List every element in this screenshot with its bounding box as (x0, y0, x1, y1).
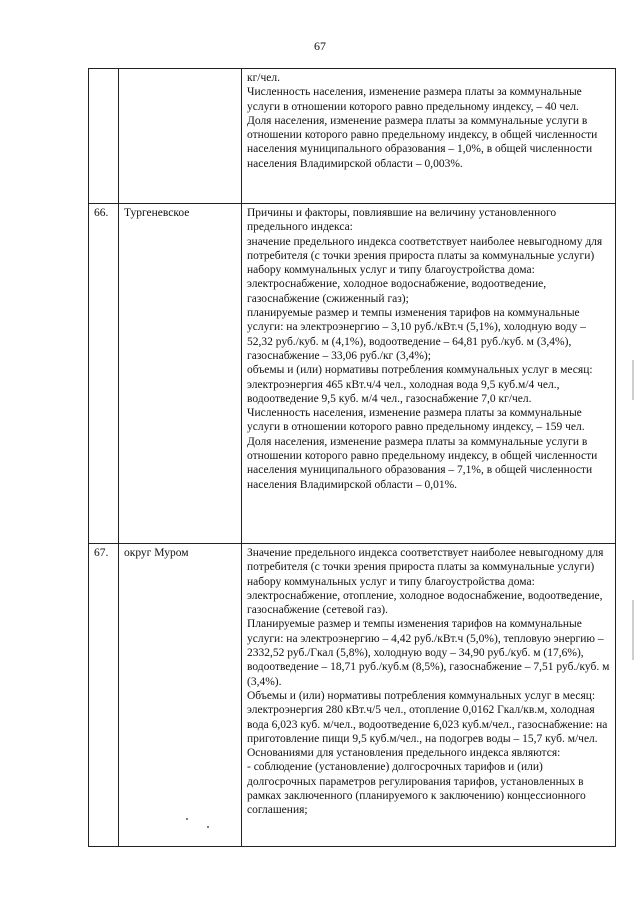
scan-margin-mark (632, 600, 634, 660)
paragraph: Основаниями для установления предельного индекса являются: (247, 747, 561, 760)
description-cell (242, 544, 616, 847)
paragraph: значение предельного индекса соответствует наиболее невыгодному для потребителя (с точки зрения прироста платы за коммунальные услуги) набору коммунальных услуг и типу благоустройства дома: электроснабжение, холодное водоснабжение, водоотведение, газоснабжение (сжиженный газ); (247, 235, 603, 305)
description-cell (242, 69, 616, 204)
row-number-cell: 67. (89, 544, 119, 847)
municipality-name-cell: округ Муром (119, 544, 242, 847)
municipal-index-table (88, 68, 616, 847)
municipality-name-cell: Тургеневское (119, 204, 242, 544)
paragraph: Объемы и (или) нормативы потребления коммунальных услуг в месяц: электроэнергия 280 кВт.ч/5 чел., отопление 0,0162 Гкал/кв.м, холодная вода 6,023 куб. м/чел., водоотведение 6,023 куб.м/чел., газоснабжение: на приготовление пищи 9,5 куб.м/чел., на подогрев воды – 15,7 куб. м/чел. (247, 689, 608, 745)
paragraph: Планируемые размер и темпы изменения тарифов на коммунальные услуги: на электроэнергию – 4,42 руб./кВт.ч (5,0%), тепловую энергию – 2332,52 руб./Гкал (5,8%), холодную воду – 34,90 руб./куб. м (17,6%), водоотведение – 18,71 руб./куб.м (8,5%), газоснабжение – 7,51 руб./куб. м (3,4%). (247, 618, 610, 688)
paragraph: Доля населения, изменение размера платы за коммунальные услуги в отношении которого равно предельному индексу, в общей численности населения муниципального образования – 7,1%, в общей численности населения Владимирской области – 0,01%. (247, 435, 598, 491)
scan-margin-mark (632, 360, 634, 400)
paragraph: Численность населения, изменение размера платы за коммунальные услуги в отношении которого равно предельному индексу, – 159 чел. (247, 407, 585, 434)
paragraph: Доля населения, изменение размера платы за коммунальные услуги в отношении которого равно предельному индексу, в общей численности населения муниципального образования – 1,0%, в общей численности населения Владимирской области – 0,003%. (247, 114, 598, 170)
description-cell (242, 204, 616, 544)
paragraph: Значение предельного индекса соответствует наиболее невыгодному для потребителя (с точки зрения прироста платы за коммунальные услуги) набору коммунальных услуг и типу благоустройства дома: электроснабжение, отопление, холодное водоснабжение, водоотведение, газоснабжение (сетевой газ). (247, 547, 604, 617)
page-number: 67 (314, 39, 326, 53)
paragraph: Численность населения, изменение размера платы за коммунальные услуги в отношении которого равно предельному индексу, – 40 чел. (247, 86, 582, 113)
table-row (89, 69, 616, 204)
scan-speck (207, 826, 209, 828)
row-number-cell: 66. (89, 204, 119, 544)
paragraph: объемы и (или) нормативы потребления коммунальных услуг в месяц: электроэнергия 465 кВт.ч/4 чел., холодная вода 9,5 куб.м/4 чел., водоотведение 9,5 куб. м/4 чел., газоснабжение 7,0 кг/чел. (247, 364, 593, 405)
row-number-cell (89, 69, 119, 204)
paragraph: - соблюдение (установление) долгосрочных тарифов и (или) долгосрочных параметров регулирования тарифов, установленных в рамках заключенного (планируемого к заключению) концессионного соглашения; (247, 761, 586, 817)
table-row (89, 204, 616, 544)
paragraph: кг/чел. (247, 72, 281, 84)
scan-speck (186, 818, 188, 820)
paragraph: планируемые размер и темпы изменения тарифов на коммунальные услуги: на электроэнергию – 3,10 руб./кВт.ч (5,1%), холодную воду – 52,32 руб./куб. м (4,1%), водоотведение – 64,81 руб./куб. м (3,4%), газоснабжение – 33,06 руб./кг (3,4%); (247, 307, 586, 362)
paragraph: Причины и факторы, повлиявшие на величину установленного предельного индекса: (247, 207, 557, 234)
table-row (89, 544, 616, 847)
municipality-name-cell (119, 69, 242, 204)
